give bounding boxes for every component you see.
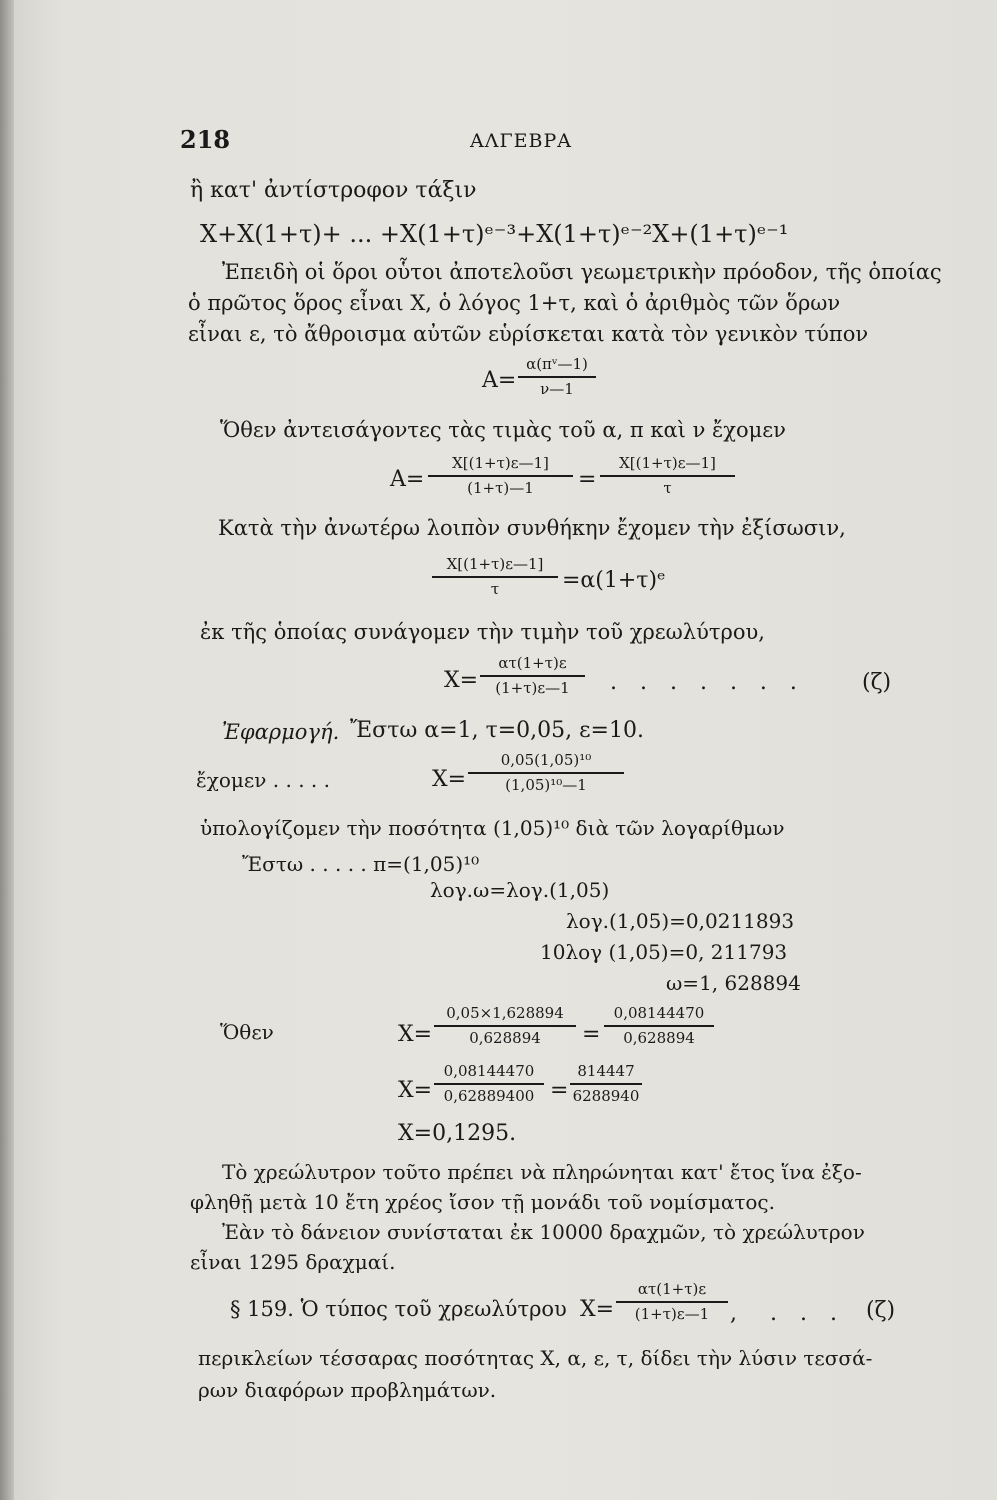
formula-lhs: X= xyxy=(444,668,479,693)
denominator: (1,05)¹⁰—1 xyxy=(505,775,587,794)
formula-fraction xyxy=(428,455,573,496)
formula-fraction xyxy=(570,1063,642,1104)
text-line: Τὸ χρεώλυτρον τοῦτο πρέπει νὰ πληρώνηται κατ' ἔτος ἵνα ἐξο- xyxy=(222,1160,862,1184)
text-line: Ὅθεν xyxy=(220,1020,274,1044)
fraction-bar xyxy=(468,772,624,774)
formula-lhs: X= xyxy=(398,1078,433,1103)
numerator: 0,05(1,05)¹⁰ xyxy=(500,751,592,769)
book-spine xyxy=(0,0,14,1500)
numerator: X[(1+τ)ε—1] xyxy=(446,555,544,573)
denominator: ν—1 xyxy=(540,379,574,398)
text-line: ἢ κατ' ἀντίστροφον τάξιν xyxy=(190,178,477,203)
fraction-bar xyxy=(434,1025,576,1027)
text-line: ὑπολογίζομεν τὴν ποσότητα (1,05)¹⁰ διὰ τῶν λογαρίθμων xyxy=(200,816,785,840)
text-line: ρων διαφόρων προβλημάτων. xyxy=(198,1378,497,1402)
formula-fraction xyxy=(468,752,624,793)
text-line: περικλείων τέσσαρας ποσότητας X, α, ε, τ, δίδει τὴν λύσιν τεσσά- xyxy=(198,1346,873,1370)
fraction-bar xyxy=(616,1301,728,1303)
fraction-bar xyxy=(480,675,585,677)
numerator: 0,08144470 xyxy=(613,1004,705,1022)
text-line: ἐκ τῆς ὁποίας συνάγομεν τὴν τιμὴν τοῦ χρεωλύτρου, xyxy=(200,620,765,644)
equals-sign: = xyxy=(550,1078,569,1103)
equals-sign: = xyxy=(582,1022,601,1047)
denominator: (1+τ)ε—1 xyxy=(634,1304,710,1323)
section-heading: § 159. Ὁ τύπος τοῦ χρεωλύτρου xyxy=(230,1297,567,1321)
formula-fraction xyxy=(480,655,585,696)
numerator: X[(1+τ)ε—1] xyxy=(452,454,549,472)
formula-lhs: X= xyxy=(398,1022,433,1047)
formula-fraction xyxy=(432,556,558,597)
formula-fraction xyxy=(434,1005,576,1046)
equals-sign: = xyxy=(578,467,597,492)
denominator: 0,628894 xyxy=(623,1028,695,1047)
comma: , xyxy=(730,1301,737,1326)
formula-fraction xyxy=(518,356,596,397)
text-line: Ὅθεν ἀντεισάγοντες τὰς τιμὰς τοῦ α, π καὶ ν ἔχομεν xyxy=(220,418,786,442)
fraction-bar xyxy=(428,475,573,477)
fraction-bar xyxy=(518,376,596,378)
numerator: α(πᵛ—1) xyxy=(526,355,588,373)
numerator: ατ(1+τ)ε xyxy=(637,1280,707,1298)
equation-tag: (ζ) xyxy=(866,1298,896,1323)
denominator: (1+τ)ε—1 xyxy=(495,678,570,697)
denominator: τ xyxy=(663,478,672,497)
page-number: 218 xyxy=(180,125,231,154)
series-formula: X+X(1+τ)+ ... +X(1+τ)ᵉ⁻³+X(1+τ)ᵉ⁻²X+(1+τ)ᵉ⁻¹ xyxy=(200,220,789,248)
numerator: 0,08144470 xyxy=(443,1062,535,1080)
formula-lhs: X= xyxy=(580,1297,615,1322)
denominator: (1+τ)—1 xyxy=(467,478,534,497)
denominator: 0,62889400 xyxy=(443,1086,535,1105)
text-line: φληθῇ μετὰ 10 ἔτη χρέος ἴσον τῇ μονάδι τοῦ νομίσματος. xyxy=(190,1190,775,1214)
text-line: ὁ πρῶτος ὅρος εἶναι X, ὁ λόγος 1+τ, καὶ ὁ ἀριθμὸς τῶν ὅρων xyxy=(188,291,841,315)
fraction-bar xyxy=(432,576,558,578)
leader-dots: . . . . . . . xyxy=(610,670,805,695)
numerator: ατ(1+τ)ε xyxy=(498,654,567,672)
formula-lhs: A= xyxy=(390,467,425,492)
formula-lhs: A= xyxy=(482,368,517,393)
text-line: εἶναι ε, τὸ ἄθροισμα αὐτῶν εὑρίσκεται κατὰ τὸν γενικὸν τύπον xyxy=(188,322,869,346)
fraction-bar xyxy=(434,1083,544,1085)
equation-tag: (ζ) xyxy=(862,670,892,695)
text-line: Ἔστω . . . . . π=(1,05)¹⁰ xyxy=(242,852,480,876)
text-line: εἶναι 1295 δραχμαί. xyxy=(190,1250,396,1274)
text-line: ω=1, 628894 xyxy=(666,971,801,995)
result-value: X=0,1295. xyxy=(398,1121,517,1146)
text-line: 10λογ (1,05)=0, 211793 xyxy=(540,940,788,964)
formula-fraction xyxy=(616,1281,728,1322)
denominator: 6288940 xyxy=(572,1086,640,1105)
application-label: Ἐφαρμογή. xyxy=(222,720,340,744)
page-title: ΑΛΓΕΒΡΑ xyxy=(470,130,572,152)
text-line: λογ.ω=λογ.(1,05) xyxy=(430,878,610,902)
formula-lhs: X= xyxy=(432,767,467,792)
fraction-bar xyxy=(600,475,735,477)
fraction-bar xyxy=(604,1025,714,1027)
leader-dots: . . . xyxy=(770,1301,845,1326)
numerator: 0,05×1,628894 xyxy=(446,1004,564,1022)
formula-fraction xyxy=(434,1063,544,1104)
text-line: ἔχομεν . . . . . xyxy=(196,768,330,792)
text-line: Ἐπειδὴ οἱ ὅροι οὗτοι ἀποτελοῦσι γεωμετρικὴν πρόοδον, τῆς ὁποίας xyxy=(222,260,942,284)
text-line: Ἐὰν τὸ δάνειον συνίσταται ἐκ 10000 δραχμῶν, τὸ χρεώλυτρον xyxy=(222,1220,865,1244)
formula-rhs: =α(1+τ)ᵉ xyxy=(562,568,666,593)
text-line: Κατὰ τὴν ἀνωτέρω λοιπὸν συνθήκην ἔχομεν τὴν ἐξίσωσιν, xyxy=(218,516,846,540)
denominator: 0,628894 xyxy=(469,1028,541,1047)
denominator: τ xyxy=(490,579,500,598)
text-line: λογ.(1,05)=0,0211893 xyxy=(566,909,795,933)
formula-fraction xyxy=(604,1005,714,1046)
numerator: X[(1+τ)ε—1] xyxy=(619,454,716,472)
text-line: Ἔστω α=1, τ=0,05, ε=10. xyxy=(350,718,644,743)
numerator: 814447 xyxy=(577,1062,635,1080)
fraction-bar xyxy=(570,1083,642,1085)
formula-fraction xyxy=(600,455,735,496)
